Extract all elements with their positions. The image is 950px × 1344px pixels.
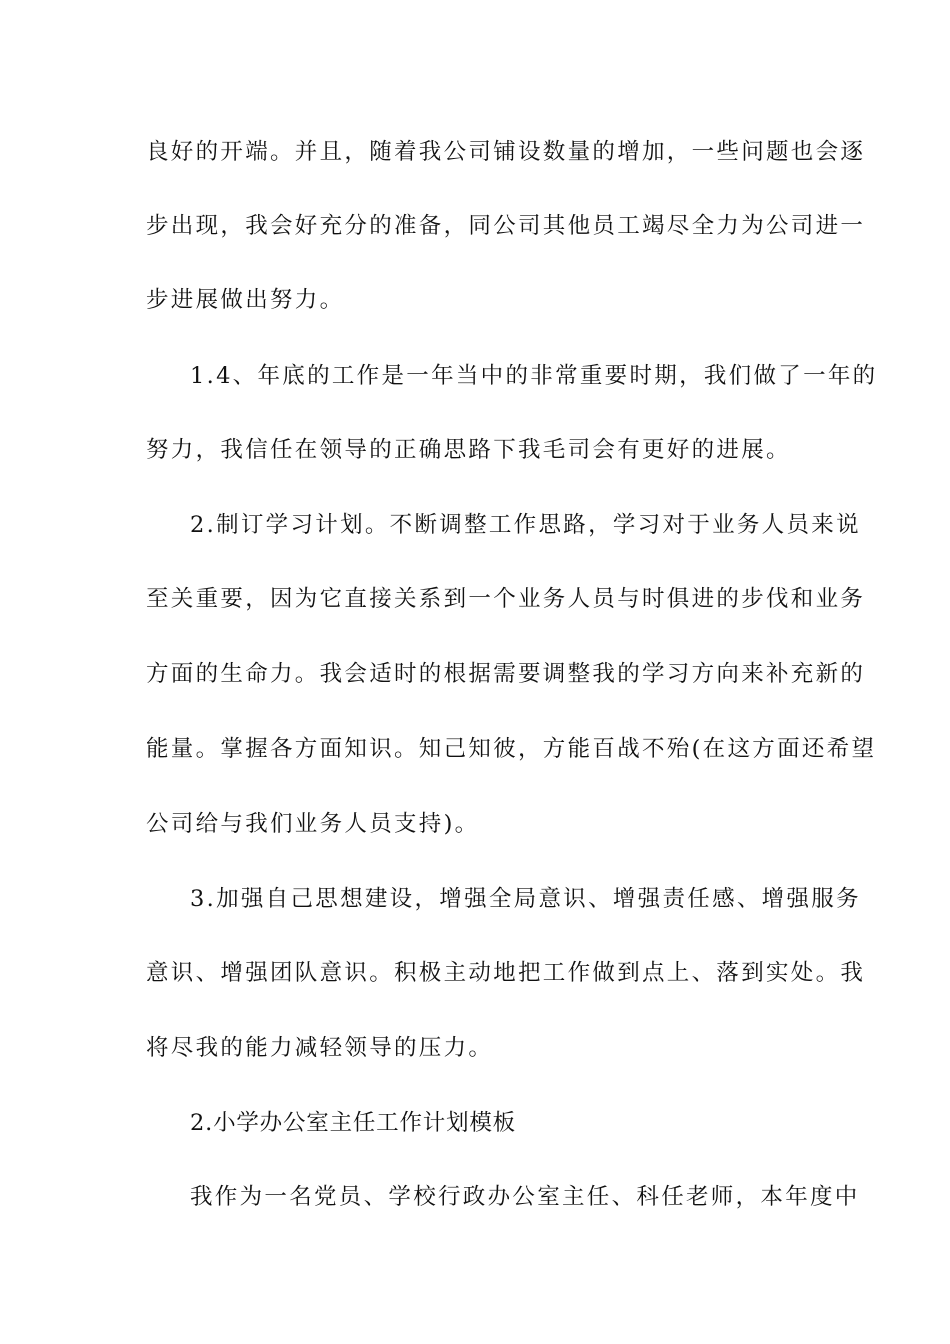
text-line: 步进展做出努力。 [146, 287, 345, 313]
text-line: 1.4、年底的工作是一年当中的非常重要时期，我们做了一年的 [190, 363, 878, 389]
text-line: 良好的开端。并且，随着我公司铺设数量的增加，一些问题也会逐 [146, 139, 866, 165]
text-line: 将尽我的能力减轻领导的压力。 [146, 1035, 494, 1061]
text-line: 3.加强自己思想建设，增强全局意识、增强责任感、增强服务 [190, 886, 861, 912]
text-line: 方面的生命力。我会适时的根据需要调整我的学习方向来补充新的 [146, 661, 866, 687]
text-line: 能量。掌握各方面知识。知己知彼，方能百战不殆(在这方面还希望 [146, 736, 877, 762]
text-line: 公司给与我们业务人员支持)。 [146, 811, 480, 837]
text-line: 至关重要，因为它直接关系到一个业务人员与时俱进的步伐和业务 [146, 586, 866, 612]
text-line: 步出现，我会好充分的准备，同公司其他员工竭尽全力为公司进一 [146, 213, 866, 239]
text-line: 意识、增强团队意识。积极主动地把工作做到点上、落到实处。我 [146, 960, 866, 986]
text-line: 我作为一名党员、学校行政办公室主任、科任老师，本年度中 [190, 1184, 860, 1210]
text-line: 努力，我信任在领导的正确思路下我毛司会有更好的进展。 [146, 437, 791, 463]
text-line: 2.制订学习计划。不断调整工作思路，学习对于业务人员来说 [190, 512, 861, 538]
section-heading: 2.小学办公室主任工作计划模板 [190, 1110, 516, 1136]
